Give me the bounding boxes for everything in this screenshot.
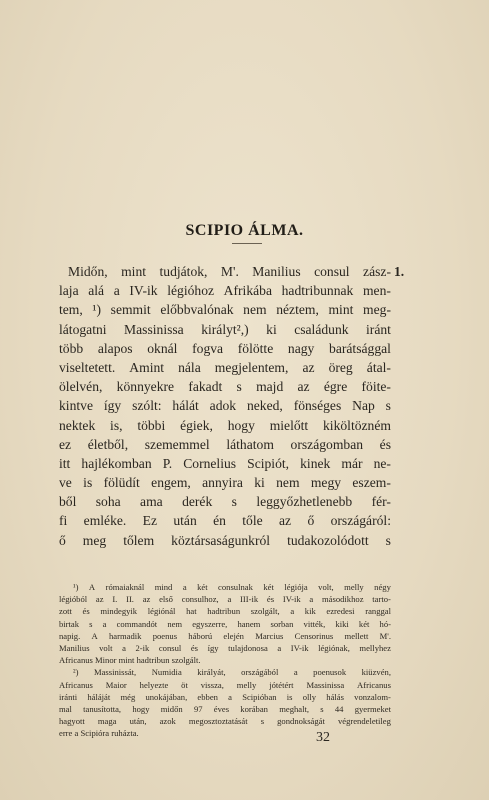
body-line: ve is fölüdít engem, annyira ki nem megy eszem- [59, 475, 391, 491]
body-line: tem, ¹) semmit előbbvalónak nem néztem, mint meg- [59, 302, 391, 318]
page-number: 32 [316, 730, 330, 745]
body-text [59, 262, 391, 550]
body-line: több alapos oknál fogva fölötte nagy barátsággal [59, 340, 391, 356]
body-line: viseltetett. Amint nála megjelentem, az öreg átal- [59, 359, 391, 375]
footnote-line: birtak s a commandót nem egyszerre, hanem sorban vitték, kiki két hó- [59, 618, 391, 629]
footnote-line: Africanus Maior helyezte öt vissza, melly jótétért Massinissa Africanus [59, 679, 391, 690]
body-line: itt hajlékomban P. Cornelius Scipiót, kinek már ne- [59, 455, 391, 471]
footnote-line: ¹) A rómaiaknál mind a két consulnak két légiója volt, melly négy [73, 582, 391, 592]
footnote-line: ²) Massinissát, Numidia királyát, országából a poenusok kiüzvén, [73, 667, 391, 678]
footnote-line: zott és mindegyik légiónál hat hadtribun szolgált, a kik ezredesi ranggal [59, 606, 391, 617]
body-line: Midőn, mint tudjátok, M'. Manilius consul zász- [68, 264, 391, 279]
title-underline [232, 243, 262, 244]
body-line: látogatni Massinissa királyt²,) ki családunk iránt [59, 321, 391, 337]
body-line: laja alá a IV-ik légióhoz Afrikába hadtribunnak men- [59, 283, 391, 299]
footnote-line: Africanus Minor mint hadtribun szolgált. [59, 655, 201, 666]
footnote-line: erre a Scipióra ruházta. [59, 728, 139, 739]
footnote-line: légióból az I. II. az első consulhoz, a III-ik és IV-ik a másodikhoz tarto- [59, 594, 391, 605]
footnote-line: iránti háláját még unokájában, ebben a Scipióban is olly hálás vonzalom- [59, 691, 391, 702]
body-line: nektek is, többi égiek, hogy mielőtt kiköltözném [59, 417, 391, 433]
footnote-line: Manilius volt a 2-ik consul és így tulajdonosa a IV-ik légiónak, mellyhez [59, 642, 391, 653]
footnote-line: napig. A harmadik poenus háború elején Marcius Censorinus mellett M'. [59, 630, 391, 641]
footnote-line: hagyott maga után, azok megosztoztatását s gondnokságát végrendeletileg [59, 716, 391, 727]
body-line: kintve így szólt: hálát adok neked, fönséges Nap s [59, 398, 391, 414]
body-line: fi emléke. Ez után én tőle az ő országáról: [59, 513, 391, 529]
bleed-through-text [232, 10, 482, 160]
body-line: ez életből, szememmel láthatom országomban és [59, 436, 391, 452]
footnotes [59, 581, 391, 739]
body-line: ből soha ama derék s leggyőzhetlenebb fér- [59, 494, 391, 510]
body-line: ő meg tőlem köztársaságunkról tudakozolódott s [59, 532, 391, 548]
chapter-title: SCIPIO ÁLMA. [185, 222, 304, 239]
footnote-line: mal tanusította, hogy midőn 97 éves korában meghalt, s 44 gyermeket [59, 703, 391, 714]
body-line: ölelvén, könnyekre fakadt s majd az égre föite- [59, 379, 391, 395]
margin-number: 1. [394, 264, 405, 279]
